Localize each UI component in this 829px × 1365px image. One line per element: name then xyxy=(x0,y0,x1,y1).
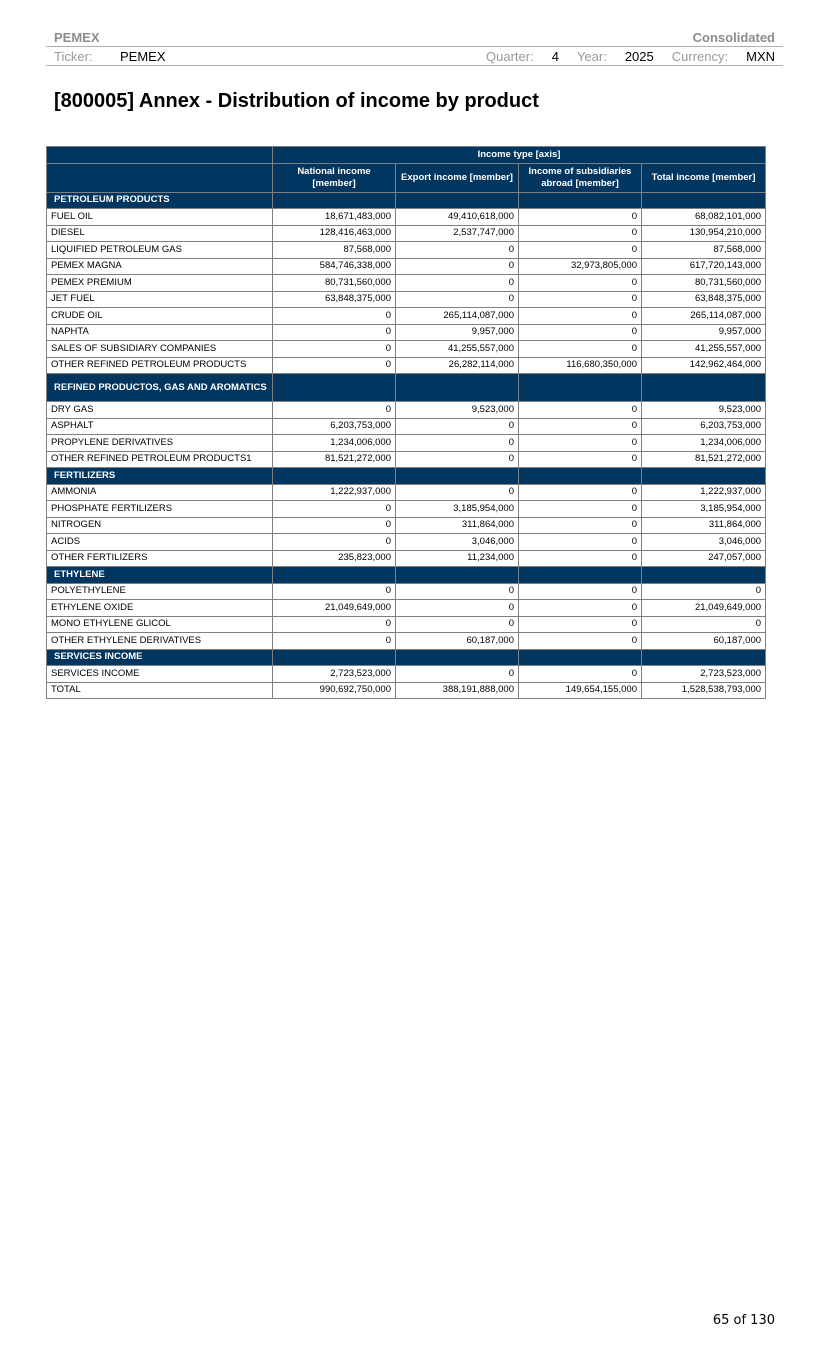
value-cell: 0 xyxy=(396,451,519,468)
row-label: FUEL OIL xyxy=(47,209,273,226)
report-meta xyxy=(54,47,775,65)
section-empty-cell xyxy=(273,468,396,485)
value-cell: 9,523,000 xyxy=(642,402,766,419)
value-cell: 26,282,114,000 xyxy=(396,357,519,374)
value-cell: 2,537,747,000 xyxy=(396,225,519,242)
value-cell: 0 xyxy=(273,324,396,341)
row-label: PROPYLENE DERIVATIVES xyxy=(47,435,273,452)
table-row xyxy=(47,666,766,683)
value-cell: 0 xyxy=(519,402,642,419)
value-cell: 311,864,000 xyxy=(642,517,766,534)
value-cell: 0 xyxy=(519,583,642,600)
section-header-row xyxy=(47,468,766,485)
row-label: ACIDS xyxy=(47,534,273,551)
value-cell: 0 xyxy=(519,341,642,358)
value-cell: 3,185,954,000 xyxy=(396,501,519,518)
value-cell: 0 xyxy=(519,308,642,325)
section-title: SERVICES INCOME xyxy=(47,649,273,666)
value-cell: 80,731,560,000 xyxy=(273,275,396,292)
column-header: Total income [member] xyxy=(642,163,766,192)
value-cell: 9,957,000 xyxy=(642,324,766,341)
section-header-row xyxy=(47,567,766,584)
section-header-row xyxy=(47,649,766,666)
section-title: ETHYLENE xyxy=(47,567,273,584)
section-empty-cell xyxy=(519,649,642,666)
row-label: SALES OF SUBSIDIARY COMPANIES xyxy=(47,341,273,358)
table-row xyxy=(47,357,766,374)
value-cell: 63,848,375,000 xyxy=(273,291,396,308)
value-cell: 0 xyxy=(519,418,642,435)
value-cell: 0 xyxy=(519,242,642,259)
value-cell: 9,523,000 xyxy=(396,402,519,419)
value-cell: 3,046,000 xyxy=(396,534,519,551)
report-type: Consolidated xyxy=(692,29,775,45)
table-row xyxy=(47,517,766,534)
value-cell: 0 xyxy=(396,666,519,683)
value-cell: 0 xyxy=(519,484,642,501)
ticker-label: Ticker: xyxy=(54,48,93,64)
value-cell: 0 xyxy=(273,583,396,600)
section-empty-cell xyxy=(273,374,396,402)
table-row xyxy=(47,324,766,341)
row-label: DIESEL xyxy=(47,225,273,242)
value-cell: 0 xyxy=(519,550,642,567)
section-empty-cell xyxy=(642,374,766,402)
value-cell: 0 xyxy=(396,435,519,452)
value-cell: 49,410,618,000 xyxy=(396,209,519,226)
value-cell: 0 xyxy=(273,616,396,633)
value-cell: 0 xyxy=(396,616,519,633)
value-cell: 0 xyxy=(396,484,519,501)
section-empty-cell xyxy=(519,374,642,402)
section-header-row xyxy=(47,374,766,402)
value-cell: 0 xyxy=(519,291,642,308)
value-cell: 60,187,000 xyxy=(642,633,766,650)
section-empty-cell xyxy=(519,567,642,584)
row-label: LIQUIFIED PETROLEUM GAS xyxy=(47,242,273,259)
value-cell: 0 xyxy=(519,633,642,650)
currency-value: MXN xyxy=(746,48,775,64)
column-header: Income of subsidiaries abroad [member] xyxy=(519,163,642,192)
value-cell: 0 xyxy=(519,451,642,468)
value-cell: 0 xyxy=(519,501,642,518)
section-empty-cell xyxy=(396,374,519,402)
value-cell: 149,654,155,000 xyxy=(519,682,642,699)
row-label: OTHER REFINED PETROLEUM PRODUCTS xyxy=(47,357,273,374)
value-cell: 0 xyxy=(273,517,396,534)
value-cell: 2,723,523,000 xyxy=(273,666,396,683)
table-row xyxy=(47,291,766,308)
row-label: PHOSPHATE FERTILIZERS xyxy=(47,501,273,518)
value-cell: 0 xyxy=(519,534,642,551)
value-cell: 81,521,272,000 xyxy=(273,451,396,468)
table-row xyxy=(47,501,766,518)
value-cell: 0 xyxy=(519,600,642,617)
value-cell: 0 xyxy=(519,275,642,292)
table-row xyxy=(47,341,766,358)
value-cell: 0 xyxy=(396,583,519,600)
row-label: PEMEX PREMIUM xyxy=(47,275,273,292)
value-cell: 990,692,750,000 xyxy=(273,682,396,699)
value-cell: 128,416,463,000 xyxy=(273,225,396,242)
section-empty-cell xyxy=(273,567,396,584)
value-cell: 41,255,557,000 xyxy=(396,341,519,358)
row-label: DRY GAS xyxy=(47,402,273,419)
row-label: SERVICES INCOME xyxy=(47,666,273,683)
header-corner xyxy=(47,163,273,192)
value-cell: 0 xyxy=(642,616,766,633)
value-cell: 0 xyxy=(519,517,642,534)
value-cell: 1,222,937,000 xyxy=(642,484,766,501)
report-header xyxy=(54,28,775,46)
row-label: JET FUEL xyxy=(47,291,273,308)
table-row xyxy=(47,402,766,419)
value-cell: 1,528,538,793,000 xyxy=(642,682,766,699)
section-empty-cell xyxy=(396,468,519,485)
value-cell: 32,973,805,000 xyxy=(519,258,642,275)
value-cell: 87,568,000 xyxy=(642,242,766,259)
section-title: PETROLEUM PRODUCTS xyxy=(47,192,273,209)
value-cell: 584,746,338,000 xyxy=(273,258,396,275)
value-cell: 2,723,523,000 xyxy=(642,666,766,683)
value-cell: 0 xyxy=(519,225,642,242)
row-label: MONO ETHYLENE GLICOL xyxy=(47,616,273,633)
row-label: ETHYLENE OXIDE xyxy=(47,600,273,617)
value-cell: 617,720,143,000 xyxy=(642,258,766,275)
row-label: NAPHTA xyxy=(47,324,273,341)
row-label: CRUDE OIL xyxy=(47,308,273,325)
value-cell: 0 xyxy=(396,600,519,617)
table-row xyxy=(47,583,766,600)
value-cell: 21,049,649,000 xyxy=(273,600,396,617)
value-cell: 3,046,000 xyxy=(642,534,766,551)
row-label: AMMONIA xyxy=(47,484,273,501)
table-row xyxy=(47,209,766,226)
column-header: Export income [member] xyxy=(396,163,519,192)
value-cell: 0 xyxy=(396,242,519,259)
value-cell: 6,203,753,000 xyxy=(273,418,396,435)
value-cell: 265,114,087,000 xyxy=(396,308,519,325)
page-title: [800005] Annex - Distribution of income by product xyxy=(54,90,539,112)
table-row xyxy=(47,308,766,325)
table-row xyxy=(47,633,766,650)
value-cell: 0 xyxy=(273,633,396,650)
ticker-value: PEMEX xyxy=(120,48,166,64)
value-cell: 0 xyxy=(396,275,519,292)
value-cell: 87,568,000 xyxy=(273,242,396,259)
row-label: OTHER ETHYLENE DERIVATIVES xyxy=(47,633,273,650)
value-cell: 0 xyxy=(519,209,642,226)
table-row xyxy=(47,682,766,699)
table-row xyxy=(47,451,766,468)
section-empty-cell xyxy=(642,567,766,584)
value-cell: 0 xyxy=(273,402,396,419)
value-cell: 3,185,954,000 xyxy=(642,501,766,518)
year-value: 2025 xyxy=(624,48,654,64)
value-cell: 68,082,101,000 xyxy=(642,209,766,226)
section-empty-cell xyxy=(642,192,766,209)
table-row xyxy=(47,225,766,242)
section-empty-cell xyxy=(642,468,766,485)
value-cell: 0 xyxy=(273,308,396,325)
value-cell: 0 xyxy=(519,666,642,683)
value-cell: 6,203,753,000 xyxy=(642,418,766,435)
value-cell: 81,521,272,000 xyxy=(642,451,766,468)
value-cell: 60,187,000 xyxy=(396,633,519,650)
value-cell: 0 xyxy=(273,357,396,374)
income-distribution-table xyxy=(46,146,766,699)
table-row xyxy=(47,616,766,633)
value-cell: 0 xyxy=(396,291,519,308)
section-empty-cell xyxy=(273,649,396,666)
value-cell: 235,823,000 xyxy=(273,550,396,567)
value-cell: 130,954,210,000 xyxy=(642,225,766,242)
value-cell: 388,191,888,000 xyxy=(396,682,519,699)
table-row xyxy=(47,600,766,617)
section-empty-cell xyxy=(519,192,642,209)
row-label: OTHER FERTILIZERS xyxy=(47,550,273,567)
value-cell: 0 xyxy=(273,501,396,518)
value-cell: 247,057,000 xyxy=(642,550,766,567)
section-empty-cell xyxy=(396,649,519,666)
table-row xyxy=(47,534,766,551)
table-row xyxy=(47,550,766,567)
value-cell: 63,848,375,000 xyxy=(642,291,766,308)
value-cell: 41,255,557,000 xyxy=(642,341,766,358)
value-cell: 0 xyxy=(519,616,642,633)
row-label: POLYETHYLENE xyxy=(47,583,273,600)
company-name: PEMEX xyxy=(54,29,100,45)
value-cell: 9,957,000 xyxy=(396,324,519,341)
value-cell: 311,864,000 xyxy=(396,517,519,534)
row-label: PEMEX MAGNA xyxy=(47,258,273,275)
value-cell: 21,049,649,000 xyxy=(642,600,766,617)
currency-label: Currency: xyxy=(671,48,729,64)
value-cell: 11,234,000 xyxy=(396,550,519,567)
section-title: FERTILIZERS xyxy=(47,468,273,485)
table-row xyxy=(47,484,766,501)
column-header: National income [member] xyxy=(273,163,396,192)
value-cell: 0 xyxy=(273,341,396,358)
section-header-row xyxy=(47,192,766,209)
value-cell: 80,731,560,000 xyxy=(642,275,766,292)
quarter-value: 4 xyxy=(551,48,559,64)
page-number: 65 of 130 xyxy=(712,1313,775,1328)
section-empty-cell xyxy=(642,649,766,666)
value-cell: 142,962,464,000 xyxy=(642,357,766,374)
header-corner xyxy=(47,147,273,164)
value-cell: 1,222,937,000 xyxy=(273,484,396,501)
value-cell: 0 xyxy=(642,583,766,600)
row-label: TOTAL xyxy=(47,682,273,699)
value-cell: 0 xyxy=(273,534,396,551)
table-row xyxy=(47,418,766,435)
value-cell: 0 xyxy=(519,435,642,452)
section-empty-cell xyxy=(396,567,519,584)
table-row xyxy=(47,242,766,259)
section-title: REFINED PRODUCTOS, GAS AND AROMATICS xyxy=(47,374,273,402)
row-label: ASPHALT xyxy=(47,418,273,435)
section-empty-cell xyxy=(519,468,642,485)
value-cell: 0 xyxy=(396,418,519,435)
value-cell: 1,234,006,000 xyxy=(273,435,396,452)
value-cell: 0 xyxy=(396,258,519,275)
table-row xyxy=(47,258,766,275)
section-empty-cell xyxy=(396,192,519,209)
table-row xyxy=(47,275,766,292)
value-cell: 116,680,350,000 xyxy=(519,357,642,374)
year-label: Year: xyxy=(576,48,607,64)
quarter-label: Quarter: xyxy=(486,48,534,64)
row-label: NITROGEN xyxy=(47,517,273,534)
value-cell: 265,114,087,000 xyxy=(642,308,766,325)
section-empty-cell xyxy=(273,192,396,209)
axis-header: Income type [axis] xyxy=(273,147,766,164)
row-label: OTHER REFINED PETROLEUM PRODUCTS1 xyxy=(47,451,273,468)
value-cell: 1,234,006,000 xyxy=(642,435,766,452)
value-cell: 18,671,483,000 xyxy=(273,209,396,226)
header-divider xyxy=(46,65,783,66)
table-row xyxy=(47,435,766,452)
value-cell: 0 xyxy=(519,324,642,341)
